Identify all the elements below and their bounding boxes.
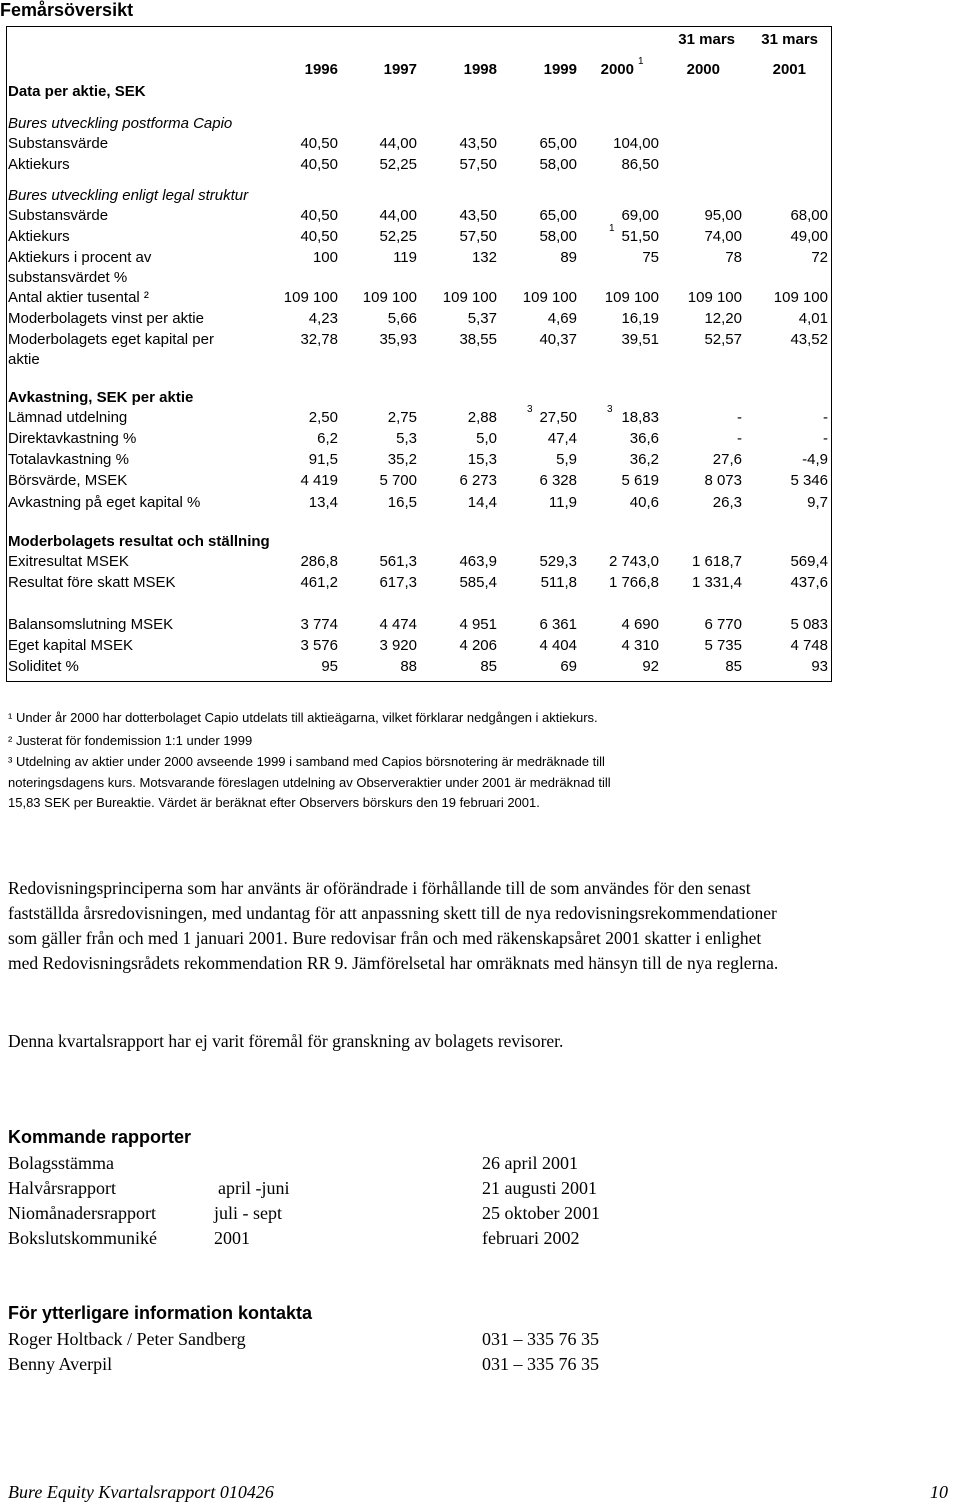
- table-cell: 40,50: [300, 156, 338, 173]
- table-cell: 65,00: [539, 207, 577, 224]
- table-cell: 2,50: [308, 409, 338, 426]
- table-cell: 51,50: [621, 228, 659, 245]
- table-cell: 6,2: [317, 430, 338, 447]
- section-header: Data per aktie, SEK: [8, 83, 146, 100]
- table-cell: 132: [471, 249, 497, 266]
- footer-page-number: 10: [930, 1482, 948, 1502]
- table-cell: 5 083: [790, 616, 828, 633]
- section-header: Moderbolagets resultat och ställning: [8, 533, 270, 550]
- year-header: 1999: [543, 61, 577, 78]
- table-cell: 463,9: [459, 553, 497, 570]
- section-header: Avkastning, SEK per aktie: [8, 389, 194, 406]
- table-cell: 3 774: [300, 616, 338, 633]
- contact-phone: 031 – 335 76 35: [482, 1354, 599, 1374]
- table-cell: 35,2: [387, 451, 417, 468]
- table-cell: 4,69: [547, 310, 577, 327]
- table-cell: -: [823, 430, 828, 447]
- table-cell: 437,6: [790, 574, 828, 591]
- table-cell: 40,50: [300, 207, 338, 224]
- year-header: 1998: [463, 61, 497, 78]
- table-cell: 58,00: [539, 228, 577, 245]
- table-cell: 18,83: [621, 409, 659, 426]
- row-label: Resultat före skatt MSEK: [8, 574, 176, 591]
- table-cell: 617,3: [379, 574, 417, 591]
- row-label: Moderbolagets eget kapital per: [8, 331, 214, 348]
- report-name: Bokslutskommuniké: [8, 1228, 158, 1248]
- table-cell: 4 404: [539, 637, 577, 654]
- table-cell: 109 100: [442, 289, 497, 306]
- table-cell: 40,6: [629, 494, 659, 511]
- contact-phone: 031 – 335 76 35: [482, 1329, 599, 1349]
- footer-report-name: Bure Equity Kvartalsrapport 010426: [8, 1482, 274, 1502]
- table-cell: 36,6: [629, 430, 659, 447]
- table-cell: 27,50: [539, 409, 577, 426]
- table-cell: 52,25: [379, 228, 417, 245]
- row-label: Balansomslutning MSEK: [8, 616, 174, 633]
- table-cell: 40,37: [539, 331, 577, 348]
- table-cell: 26,3: [712, 494, 742, 511]
- row-label: Aktiekurs: [8, 228, 70, 245]
- table-cell: 69: [560, 658, 577, 675]
- row-label: Eget kapital MSEK: [8, 637, 134, 654]
- table-cell: 85: [480, 658, 497, 675]
- table-cell: 58,00: [539, 156, 577, 173]
- table-cell: 119: [393, 249, 417, 266]
- table-cell: 9,7: [807, 494, 828, 511]
- table-cell: 2 743,0: [608, 553, 659, 570]
- col-header-31mars-2000: 31 mars: [678, 31, 735, 48]
- footnote-ref: 3: [527, 404, 533, 415]
- table-cell: -4,9: [802, 451, 828, 468]
- table-cell: 561,3: [379, 553, 417, 570]
- paragraph-line: med Redovisningsrådets rekommendation RR 9. Jämförelsetal har omräknats med hänsyn till de nya reglerna.: [8, 953, 779, 973]
- table-cell: 40,50: [300, 228, 338, 245]
- year-header: 2000: [686, 61, 720, 78]
- table-cell: 4,01: [798, 310, 828, 327]
- row-label: Moderbolagets vinst per aktie: [8, 310, 204, 327]
- contact-heading: För ytterligare information kontakta: [8, 1303, 313, 1323]
- row-label-cont: aktie: [8, 351, 40, 368]
- table-cell: 36,2: [629, 451, 659, 468]
- table-cell: 52,25: [379, 156, 417, 173]
- row-label: Aktiekurs i procent av: [8, 249, 152, 266]
- table-cell: 109 100: [773, 289, 828, 306]
- table-cell: 5,3: [396, 430, 417, 447]
- table-cell: 109 100: [522, 289, 577, 306]
- table-cell: 49,00: [790, 228, 828, 245]
- report-period: april -juni: [218, 1178, 290, 1198]
- table-cell: 1 331,4: [691, 574, 742, 591]
- table-cell: 86,50: [621, 156, 659, 173]
- table-cell: 44,00: [379, 207, 417, 224]
- table-cell: 5,37: [467, 310, 497, 327]
- table-cell: 4,23: [308, 310, 338, 327]
- table-cell: 461,2: [300, 574, 338, 591]
- table-cell: 74,00: [704, 228, 742, 245]
- table-cell: 100: [312, 249, 338, 266]
- row-label: Soliditet %: [8, 658, 79, 675]
- report-name: Bolagsstämma: [8, 1153, 114, 1173]
- table-cell: 5 346: [790, 472, 828, 489]
- table-cell: 38,55: [459, 331, 497, 348]
- row-label: Lämnad utdelning: [8, 409, 128, 426]
- paragraph-line: fastställda årsredovisningen, med undantag för att anpassning skett till de nya redovisningsrekommendationer: [8, 903, 777, 923]
- table-cell: 585,4: [459, 574, 497, 591]
- table-cell: -: [737, 409, 742, 426]
- table-cell: 95: [321, 658, 338, 675]
- table-cell: 35,93: [379, 331, 417, 348]
- table-cell: 5 700: [379, 472, 417, 489]
- table-cell: 286,8: [300, 553, 338, 570]
- contact-name: Benny Averpil: [8, 1354, 113, 1374]
- paragraph-line: Redovisningsprinciperna som har använts är oförändrade i förhållande till de som användes för den senast: [8, 878, 751, 898]
- table-cell: 52,57: [704, 331, 742, 348]
- footnote-ref: 1: [609, 223, 615, 234]
- subsection-title: Bures utveckling enligt legal struktur: [8, 187, 249, 204]
- table-cell: 32,78: [300, 331, 338, 348]
- table-cell: 109 100: [687, 289, 742, 306]
- footnote-ref: 3: [607, 404, 613, 415]
- table-cell: 6 328: [539, 472, 577, 489]
- table-cell: 95,00: [704, 207, 742, 224]
- table-cell: 4 474: [379, 616, 417, 633]
- table-cell: 511,8: [540, 574, 577, 591]
- table-cell: 529,3: [539, 553, 577, 570]
- col-header-31mars-2001: 31 mars: [761, 31, 818, 48]
- table-cell: 109 100: [362, 289, 417, 306]
- table-cell: 5 735: [704, 637, 742, 654]
- table-cell: -: [737, 430, 742, 447]
- table-cell: 1 618,7: [691, 553, 742, 570]
- table-cell: 72: [811, 249, 828, 266]
- table-cell: 569,4: [790, 553, 828, 570]
- audit-statement: Denna kvartalsrapport har ej varit föremål för granskning av bolagets revisorer.: [8, 1031, 564, 1051]
- table-cell: 6 770: [704, 616, 742, 633]
- table-cell: 91,5: [308, 451, 338, 468]
- page-title: Femårsöversikt: [0, 0, 134, 20]
- table-cell: 12,20: [704, 310, 742, 327]
- table-cell: 1 766,8: [608, 574, 659, 591]
- table-cell: 43,52: [790, 331, 828, 348]
- table-cell: 16,5: [387, 494, 417, 511]
- table-cell: 65,00: [539, 135, 577, 152]
- row-label: Direktavkastning %: [8, 430, 137, 447]
- table-cell: 3 920: [379, 637, 417, 654]
- table-cell: 85: [725, 658, 742, 675]
- row-label: Antal aktier tusental ²: [8, 289, 149, 306]
- table-cell: 3 576: [300, 637, 338, 654]
- table-cell: 14,4: [467, 494, 497, 511]
- table-cell: 27,6: [712, 451, 742, 468]
- year-header: 2001: [772, 61, 806, 78]
- report-name: Halvårsrapport: [8, 1178, 116, 1198]
- reports-heading: Kommande rapporter: [8, 1127, 192, 1147]
- table-cell: 40,50: [300, 135, 338, 152]
- row-label: Substansvärde: [8, 135, 109, 152]
- footnote: ³ Utdelning av aktier under 2000 avseende 1999 i samband med Capios börsnotering är medräknade till: [8, 754, 605, 769]
- table-cell: 109 100: [604, 289, 659, 306]
- year-header: 2000: [600, 61, 634, 78]
- table-cell: 5,66: [387, 310, 417, 327]
- table-cell: 8 073: [704, 472, 742, 489]
- table-cell: 5,0: [476, 430, 497, 447]
- table-cell: 92: [642, 658, 659, 675]
- table-cell: 43,50: [459, 207, 497, 224]
- table-cell: 89: [560, 249, 577, 266]
- table-cell: 2,75: [387, 409, 417, 426]
- table-cell: 16,19: [621, 310, 659, 327]
- year-header: 1997: [383, 61, 417, 78]
- table-cell: 109 100: [283, 289, 338, 306]
- table-cell: 4 310: [621, 637, 659, 654]
- footnote-ref: 1: [638, 56, 644, 67]
- report-date: februari 2002: [482, 1228, 580, 1248]
- table-cell: 88: [400, 658, 417, 675]
- table-cell: 13,4: [308, 494, 338, 511]
- table-cell: 11,9: [548, 494, 577, 511]
- row-label: Aktiekurs: [8, 156, 70, 173]
- table-cell: 78: [725, 249, 742, 266]
- table-cell: -: [823, 409, 828, 426]
- table-cell: 5 619: [621, 472, 659, 489]
- table-cell: 93: [811, 658, 828, 675]
- table-cell: 6 273: [459, 472, 497, 489]
- table-cell: 6 361: [539, 616, 577, 633]
- paragraph-line: som gäller från och med 1 januari 2001. Bure redovisar från och med räkenskapsåret 2001 skatter i enlighet: [8, 928, 762, 948]
- table-cell: 69,00: [621, 207, 659, 224]
- report-period: juli - sept: [214, 1203, 282, 1223]
- row-label-cont: substansvärdet %: [8, 269, 128, 286]
- table-cell: 43,50: [459, 135, 497, 152]
- subsection-title: Bures utveckling postforma Capio: [8, 115, 233, 132]
- table-cell: 47,4: [547, 430, 577, 447]
- report-date: 25 oktober 2001: [482, 1203, 600, 1223]
- table-cell: 57,50: [459, 156, 497, 173]
- table-cell: 2,88: [467, 409, 497, 426]
- table-cell: 15,3: [467, 451, 497, 468]
- table-cell: 44,00: [379, 135, 417, 152]
- table-cell: 68,00: [790, 207, 828, 224]
- contact-name: Roger Holtback / Peter Sandberg: [8, 1329, 246, 1349]
- table-cell: 4 951: [459, 616, 497, 633]
- row-label: Substansvärde: [8, 207, 109, 224]
- report-period: 2001: [214, 1228, 250, 1248]
- row-label: Börsvärde, MSEK: [8, 472, 128, 489]
- table-cell: 75: [642, 249, 659, 266]
- table-cell: 4 206: [459, 637, 497, 654]
- report-name: Niomånadersrapport: [8, 1203, 156, 1223]
- row-label: Totalavkastning %: [8, 451, 129, 468]
- report-date: 21 augusti 2001: [482, 1178, 597, 1198]
- footnote: 15,83 SEK per Bureaktie. Värdet är beräknat efter Observers börskurs den 19 februari 2001.: [8, 795, 540, 810]
- table-cell: 57,50: [459, 228, 497, 245]
- table-cell: 4 690: [621, 616, 659, 633]
- footnote: noteringsdagens kurs. Motsvarande föreslagen utdelning av Observeraktier under 2001 är medräknad till: [8, 775, 611, 790]
- row-label: Exitresultat MSEK: [8, 553, 129, 570]
- table-cell: 4 419: [300, 472, 338, 489]
- table-cell: 5,9: [556, 451, 577, 468]
- table-cell: 39,51: [621, 331, 659, 348]
- table-cell: 4 748: [790, 637, 828, 654]
- row-label: Avkastning på eget kapital %: [8, 494, 201, 511]
- footnote: ² Justerat för fondemission 1:1 under 1999: [8, 733, 253, 748]
- footnote: ¹ Under år 2000 har dotterbolaget Capio utdelats till aktieägarna, vilket förklarar nedgången i aktiekurs.: [8, 710, 598, 725]
- year-header: 1996: [304, 61, 338, 78]
- table-cell: 104,00: [613, 135, 659, 152]
- report-date: 26 april 2001: [482, 1153, 578, 1173]
